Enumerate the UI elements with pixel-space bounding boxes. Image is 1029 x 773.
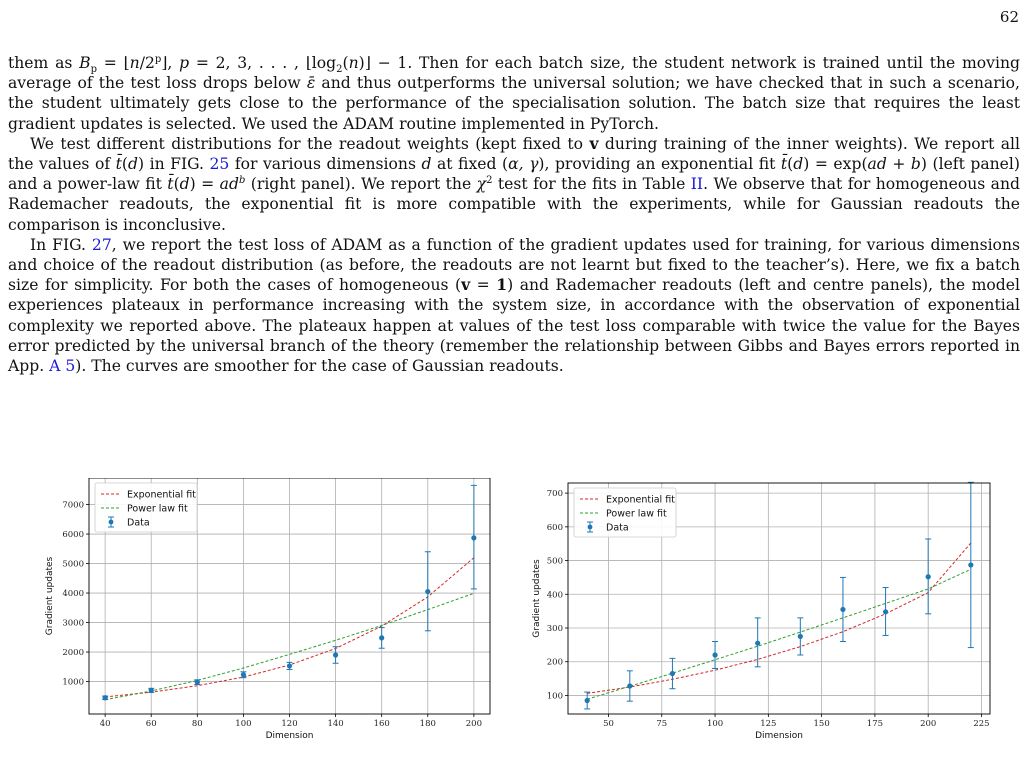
data-point [195, 680, 200, 685]
reference-link[interactable]: A 5 [49, 357, 76, 376]
y-tick-label: 3000 [62, 618, 84, 629]
figure-left-exponential-fit-chart [38, 478, 494, 743]
legend-entry-label: Exponential fit [606, 494, 675, 506]
x-tick-label: 150 [813, 719, 830, 729]
x-tick-label: 200 [920, 719, 937, 729]
text-run: d [421, 155, 432, 174]
data-point [333, 652, 338, 657]
text-run: )⌋ − 1. Then for each batch size, the student network is trained until the moving average of the test loss drops below [8, 54, 1020, 93]
x-tick-label: 120 [281, 719, 298, 729]
math-script: p [90, 64, 97, 76]
data-point [585, 698, 590, 703]
figure-right-power-law-fit-chart [528, 478, 994, 743]
text-run: (right panel). We report the [245, 175, 477, 194]
text-run: ad [867, 155, 887, 174]
text-run: v [461, 275, 471, 295]
x-tick-label: 100 [706, 719, 724, 729]
x-tick-label: 180 [419, 719, 436, 729]
y-tick-label: 400 [546, 590, 563, 601]
text-run: d [179, 175, 190, 194]
exponential-fit-line [587, 543, 971, 693]
y-tick-label: 200 [546, 657, 563, 668]
text-run: ( [121, 155, 128, 174]
paragraph-3 [8, 235, 1020, 376]
legend-entry-label: Power law fit [127, 503, 188, 515]
text-run: for various dimensions [229, 155, 422, 174]
legend-entry-label: Power law fit [606, 508, 667, 520]
text-run: p [179, 54, 190, 72]
data-point [840, 607, 845, 612]
data-point [241, 672, 246, 677]
text-run: ) = exp( [803, 155, 868, 174]
legend-entry-label: Exponential fit [127, 489, 196, 501]
data-point [627, 683, 632, 688]
x-tick-label: 125 [760, 719, 777, 729]
data-point [883, 609, 888, 614]
text-run: , we report the test loss of ADAM as a function of the gradient updates used for training, for various dimensions and choice of the readout distribution (as before, the readouts are not learnt but fixed to the teacher’s). Here, we fix a batch size for simplicity. For both the cases of homogeneous ( [8, 235, 1020, 295]
data-point [471, 535, 476, 540]
text-run: ( [173, 175, 180, 194]
text-run: n [129, 54, 140, 72]
text-run: α, γ [508, 155, 539, 174]
text-run: during training of the inner weights). We report all the values of [8, 134, 1020, 174]
text-run: χ [476, 175, 487, 194]
text-run: B [79, 54, 91, 72]
math-script: b [238, 175, 246, 187]
y-tick-label: 100 [546, 691, 563, 702]
paragraph-2 [8, 134, 1020, 235]
text-run: = [470, 276, 497, 295]
y-tick-label: 6000 [62, 530, 84, 541]
reference-link[interactable]: 25 [209, 155, 230, 174]
y-tick-label: 7000 [62, 500, 84, 511]
y-tick-label: 5000 [62, 559, 84, 570]
y-axis-label: Gradient updates [45, 556, 55, 636]
text-run: t̄ [115, 155, 122, 174]
math-script: 2 [336, 64, 343, 76]
y-tick-label: 4000 [62, 589, 84, 600]
text-run: . We observe that for homogeneous and Rademacher readouts, the exponential fit is more compatible with the experiments, while for Gaussian readouts the comparison is inconclusive. [8, 175, 1021, 234]
data-point [670, 671, 675, 676]
x-axis-label: Dimension [265, 731, 314, 741]
text-run: b [910, 155, 921, 174]
power-law-fit-line [587, 569, 971, 699]
math-script: 2 [486, 175, 493, 187]
text-run: d [128, 155, 138, 174]
data-point [149, 688, 154, 693]
x-tick-label: 40 [99, 719, 111, 729]
body-text [8, 53, 1020, 376]
text-run: and thus outperforms the universal solution; we have checked that in such a scenario, the student ultimately gets close to the performance of the specialisation solution. The batch size that requires the least gradient updates is selected. We used the ADAM routine implemented in PyTorch. [8, 74, 1020, 133]
text-run: v [589, 133, 599, 153]
reference-link[interactable]: II [690, 175, 704, 194]
x-tick-label: 175 [866, 719, 884, 729]
x-tick-label: 140 [327, 719, 344, 729]
data-point [425, 589, 430, 594]
text-run: ) and Rademacher readouts (left and centre panels), the model experiences plateaux in performance increasing with the system size, in accordance with the observation of exponential complexity we reported above. The plateaux happen at values of the test loss comparable with twice the value for the Bayes error predicted by the universal branch of the theory (remember the relationship between Gibbs and Bayes errors reported in App. [8, 276, 1020, 376]
text-run: ad [219, 175, 239, 194]
paragraph-1 [8, 53, 1020, 134]
text-run: test for the fits in Table [492, 175, 691, 194]
data-point [103, 695, 108, 700]
y-tick-label: 1000 [62, 677, 84, 688]
text-run: ⌋, [161, 54, 180, 72]
text-run: We test different distributions for the readout weights (kept fixed to [30, 134, 590, 153]
x-tick-label: 80 [191, 719, 203, 729]
x-tick-label: 50 [603, 719, 614, 729]
text-run: t̄ [167, 175, 174, 194]
reference-link[interactable]: 27 [91, 235, 112, 254]
y-tick-label: 300 [546, 624, 563, 635]
y-axis-label: Gradient updates [532, 559, 542, 638]
legend-entry-label: Data [127, 517, 150, 529]
text-run: + [886, 155, 911, 174]
data-point [798, 634, 803, 639]
text-run: ). The curves are smoother for the case of Gaussian readouts. [75, 357, 564, 376]
data-point [926, 574, 931, 579]
text-run: 1 [496, 275, 508, 295]
x-tick-label: 160 [373, 719, 390, 729]
text-run: In FIG. [30, 235, 92, 254]
x-tick-label: 60 [145, 719, 157, 729]
text-run: them as [8, 54, 80, 72]
data-point [712, 652, 717, 657]
x-tick-label: 100 [235, 719, 252, 729]
text-run: = 2, 3, . . . , ⌊log [189, 54, 337, 72]
y-tick-label: 600 [546, 522, 563, 533]
x-tick-label: 225 [973, 719, 990, 729]
text-run: ( [342, 54, 349, 72]
data-point [379, 635, 384, 640]
text-run: t̄ [780, 155, 788, 174]
text-run: ) = [189, 175, 220, 194]
text-run: ) in FIG. [137, 155, 210, 174]
y-tick-label: 2000 [62, 648, 84, 659]
text-run: /2 [139, 54, 155, 72]
text-run: ), providing an exponential fit [538, 155, 781, 174]
data-point [755, 641, 760, 646]
text-run: ) (left panel) and a power-law fit [8, 155, 1020, 194]
page-number: 62 [999, 8, 1019, 26]
text-run: n [348, 54, 359, 72]
text-run: ε̄ [306, 74, 316, 93]
text-run: at fixed ( [431, 155, 509, 174]
legend-data-marker [588, 525, 593, 530]
data-point [287, 663, 292, 668]
y-tick-label: 700 [546, 489, 563, 500]
x-axis-label: Dimension [755, 731, 803, 741]
data-point [968, 562, 973, 567]
text-run: d [793, 155, 804, 174]
x-tick-label: 75 [656, 719, 668, 729]
y-tick-label: 500 [546, 556, 563, 567]
legend-entry-label: Data [606, 522, 629, 534]
math-script: p [154, 53, 162, 65]
x-tick-label: 200 [465, 719, 482, 729]
legend-data-marker [109, 520, 114, 525]
text-run: ( [787, 155, 794, 174]
text-run: = ⌊ [97, 54, 130, 72]
